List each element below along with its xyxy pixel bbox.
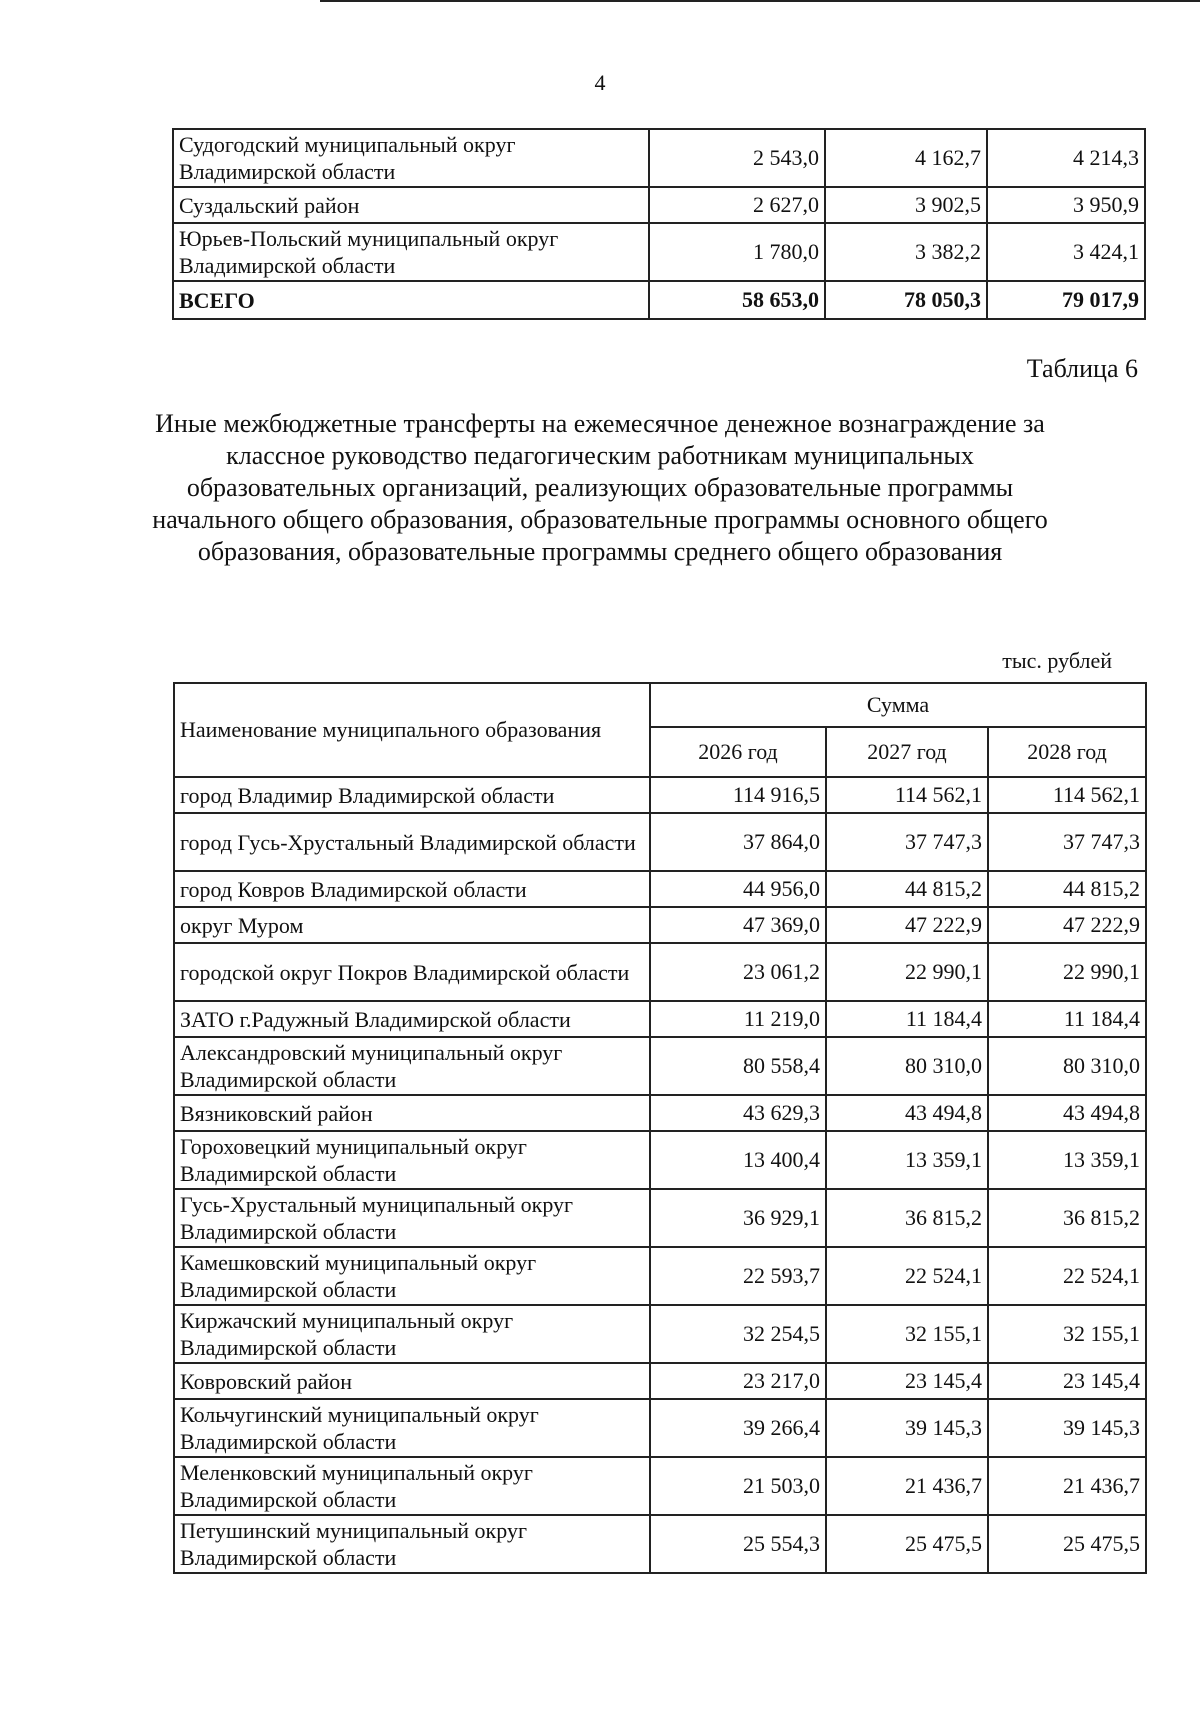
value-2026: 39 266,4	[650, 1399, 826, 1457]
value-2027: 36 815,2	[826, 1189, 988, 1247]
header-2027: 2027 год	[826, 727, 988, 777]
value-2028: 11 184,4	[988, 1001, 1146, 1037]
table-row	[174, 1305, 1146, 1363]
value-2027: 80 310,0	[826, 1037, 988, 1095]
table-row	[174, 1363, 1146, 1399]
row-name: Гусь-Хрустальный муниципальный округ Владимирской области	[174, 1189, 650, 1247]
table-row	[174, 1037, 1146, 1095]
value-2028: 13 359,1	[988, 1131, 1146, 1189]
table-row	[174, 777, 1146, 813]
header-2028: 2028 год	[988, 727, 1146, 777]
row-name: округ Муром	[174, 907, 650, 943]
table-row	[174, 1001, 1146, 1037]
value-2028: 21 436,7	[988, 1457, 1146, 1515]
value-2026: 80 558,4	[650, 1037, 826, 1095]
value-2026: 11 219,0	[650, 1001, 826, 1037]
value-2027: 21 436,7	[826, 1457, 988, 1515]
value-2027: 39 145,3	[826, 1399, 988, 1457]
value-2026: 43 629,3	[650, 1095, 826, 1131]
row-name: Суздальский район	[173, 187, 649, 223]
table-row	[174, 1399, 1146, 1457]
value-2026: 21 503,0	[650, 1457, 826, 1515]
table-row	[174, 943, 1146, 1001]
row-name: Петушинский муниципальный округ Владимирской области	[174, 1515, 650, 1573]
value-2027: 23 145,4	[826, 1363, 988, 1399]
value-2028: 3 424,1	[987, 223, 1145, 281]
value-2027: 3 902,5	[825, 187, 987, 223]
previous-table	[172, 128, 1146, 320]
value-2026: 23 217,0	[650, 1363, 826, 1399]
value-2027: 43 494,8	[826, 1095, 988, 1131]
top-rule	[320, 0, 1200, 2]
table-6	[173, 682, 1147, 1574]
total-2026: 58 653,0	[649, 281, 825, 319]
row-name: город Ковров Владимирской области	[174, 871, 650, 907]
value-2026: 36 929,1	[650, 1189, 826, 1247]
value-2028: 22 990,1	[988, 943, 1146, 1001]
value-2026: 37 864,0	[650, 813, 826, 871]
value-2026: 1 780,0	[649, 223, 825, 281]
row-name: Меленковский муниципальный округ Владимирской области	[174, 1457, 650, 1515]
table-row	[173, 129, 1145, 187]
value-2027: 13 359,1	[826, 1131, 988, 1189]
value-2026: 2 627,0	[649, 187, 825, 223]
value-2028: 36 815,2	[988, 1189, 1146, 1247]
table-row	[174, 1131, 1146, 1189]
units-label: тыс. рублей	[1002, 648, 1112, 673]
table-row	[174, 813, 1146, 871]
value-2028: 25 475,5	[988, 1515, 1146, 1573]
row-name: ЗАТО г.Радужный Владимирской области	[174, 1001, 650, 1037]
total-2028: 79 017,9	[987, 281, 1145, 319]
value-2026: 47 369,0	[650, 907, 826, 943]
table-row	[173, 187, 1145, 223]
value-2028: 22 524,1	[988, 1247, 1146, 1305]
value-2028: 3 950,9	[987, 187, 1145, 223]
row-name: Александровский муниципальный округ Владимирской области	[174, 1037, 650, 1095]
row-name: Юрьев-Польский муниципальный округ Владимирской области	[173, 223, 649, 281]
value-2027: 4 162,7	[825, 129, 987, 187]
value-2028: 44 815,2	[988, 871, 1146, 907]
value-2026: 22 593,7	[650, 1247, 826, 1305]
total-2027: 78 050,3	[825, 281, 987, 319]
row-name: город Владимир Владимирской области	[174, 777, 650, 813]
header-row	[174, 683, 1146, 727]
total-label: ВСЕГО	[173, 281, 649, 319]
value-2027: 44 815,2	[826, 871, 988, 907]
value-2027: 47 222,9	[826, 907, 988, 943]
header-sum: Сумма	[650, 683, 1146, 727]
row-name: Вязниковский район	[174, 1095, 650, 1131]
table-6-body	[174, 777, 1146, 1573]
value-2028: 37 747,3	[988, 813, 1146, 871]
table-row	[174, 1457, 1146, 1515]
value-2026: 23 061,2	[650, 943, 826, 1001]
row-name: город Гусь-Хрустальный Владимирской области	[174, 813, 650, 871]
value-2027: 37 747,3	[826, 813, 988, 871]
table-row	[174, 1515, 1146, 1573]
row-name: Камешковский муниципальный округ Владимирской области	[174, 1247, 650, 1305]
value-2027: 25 475,5	[826, 1515, 988, 1573]
table-row	[174, 1095, 1146, 1131]
value-2028: 32 155,1	[988, 1305, 1146, 1363]
header-2026: 2026 год	[650, 727, 826, 777]
value-2026: 114 916,5	[650, 777, 826, 813]
row-name: Кольчугинский муниципальный округ Владимирской области	[174, 1399, 650, 1457]
value-2028: 43 494,8	[988, 1095, 1146, 1131]
value-2027: 11 184,4	[826, 1001, 988, 1037]
row-name: городской округ Покров Владимирской области	[174, 943, 650, 1001]
value-2028: 39 145,3	[988, 1399, 1146, 1457]
table-row	[174, 907, 1146, 943]
table-row	[174, 871, 1146, 907]
value-2027: 114 562,1	[826, 777, 988, 813]
value-2028: 114 562,1	[988, 777, 1146, 813]
value-2028: 4 214,3	[987, 129, 1145, 187]
table-row	[174, 1247, 1146, 1305]
header-name: Наименование муниципального образования	[174, 683, 650, 777]
table-row	[173, 223, 1145, 281]
value-2028: 47 222,9	[988, 907, 1146, 943]
value-2027: 3 382,2	[825, 223, 987, 281]
value-2026: 13 400,4	[650, 1131, 826, 1189]
row-name: Судогодский муниципальный округ Владимирской области	[173, 129, 649, 187]
table-title: Иные межбюджетные трансферты на ежемесячное денежное вознаграждение за классное руководство педагогическим работникам муниципальных образовательных организаций, реализующих образовательные программы начального общего образования, образовательные программы основного общего образования, образовательные программы среднего общего образования	[152, 409, 1048, 566]
value-2027: 22 990,1	[826, 943, 988, 1001]
row-name: Гороховецкий муниципальный округ Владимирской области	[174, 1131, 650, 1189]
value-2026: 44 956,0	[650, 871, 826, 907]
row-name: Ковровский район	[174, 1363, 650, 1399]
value-2026: 2 543,0	[649, 129, 825, 187]
total-row	[173, 281, 1145, 319]
value-2026: 25 554,3	[650, 1515, 826, 1573]
page-number: 4	[594, 70, 606, 95]
value-2028: 23 145,4	[988, 1363, 1146, 1399]
table-row	[174, 1189, 1146, 1247]
value-2027: 22 524,1	[826, 1247, 988, 1305]
value-2026: 32 254,5	[650, 1305, 826, 1363]
row-name: Киржачский муниципальный округ Владимирской области	[174, 1305, 650, 1363]
table-label: Таблица 6	[1026, 354, 1138, 383]
value-2028: 80 310,0	[988, 1037, 1146, 1095]
value-2027: 32 155,1	[826, 1305, 988, 1363]
